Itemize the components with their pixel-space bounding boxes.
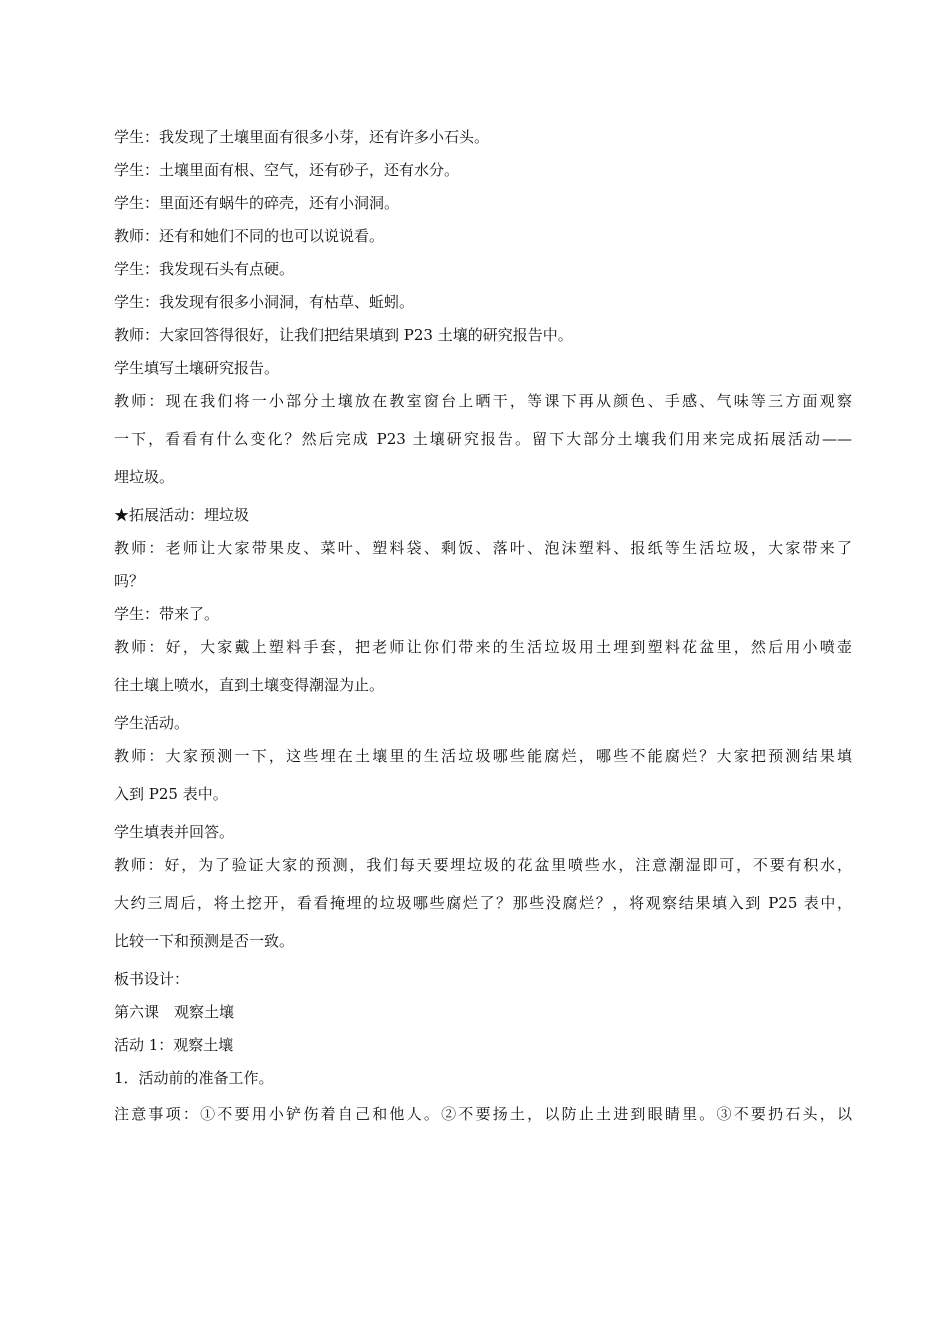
activity-title: 活动 1：观察土壤 [114, 1036, 234, 1054]
paragraph-line: 学生：我发现石头有点硬。 [114, 260, 295, 278]
section-heading: ★拓展活动：埋垃圾 [114, 506, 250, 524]
paragraph-line: 教师：大家回答得很好，让我们把结果填到 P23 土壤的研究报告中。 [114, 326, 573, 344]
paragraph-line: 学生：里面还有蜗牛的碎壳，还有小洞洞。 [114, 194, 400, 212]
document-body [114, 121, 852, 1133]
paragraph-line: 学生填表并回答。 [114, 823, 235, 841]
paragraph-line: 板书设计： [114, 970, 190, 988]
paragraph-line: 埋垃圾。 [114, 468, 175, 486]
paragraph-line: 学生：我发现了土壤里面有很多小芽，还有许多小石头。 [114, 128, 490, 146]
paragraph-line: 学生：我发现有很多小洞洞，有枯草、蚯蚓。 [114, 293, 415, 311]
paragraph-line: 学生填写土壤研究报告。 [114, 359, 280, 377]
paragraph-line: 教师：好，为了验证大家的预测，我们每天要埋垃圾的花盆里喷些水，注意潮湿即可，不要有积水， [114, 856, 852, 874]
paragraph-line: 入到 P25 表中。 [114, 785, 228, 803]
paragraph-line: 教师：还有和她们不同的也可以说说看。 [114, 227, 385, 245]
paragraph-line: 教师：现在我们将一小部分土壤放在教室窗台上晒干，等课下再从颜色、手感、气味等三方面观察 [114, 392, 852, 410]
paragraph-line: 学生：带来了。 [114, 605, 220, 623]
paragraph-line: 吗？ [114, 572, 145, 590]
paragraph-line: 往土壤上喷水，直到土壤变得潮湿为止。 [114, 676, 385, 694]
lesson-title: 第六课 观察土壤 [114, 1003, 235, 1021]
paragraph-line: 一下，看看有什么变化？然后完成 P23 土壤研究报告。留下大部分土壤我们用来完成拓展活动—— [114, 430, 852, 448]
paragraph-line: 大约三周后，将土挖开，看看掩埋的垃圾哪些腐烂了？那些没腐烂？，将观察结果填入到 P25 表中， [114, 894, 852, 912]
paragraph-line: 学生活动。 [114, 714, 190, 732]
paragraph-line: 教师：老师让大家带果皮、菜叶、塑料袋、剩饭、落叶、泡沫塑料、报纸等生活垃圾，大家带来了 [114, 539, 852, 557]
paragraph-line: 教师：好，大家戴上塑料手套，把老师让你们带来的生活垃圾用土埋到塑料花盆里，然后用小喷壶 [114, 638, 852, 656]
list-item: 1．活动前的准备工作。 [114, 1069, 274, 1087]
paragraph-line: 比较一下和预测是否一致。 [114, 932, 295, 950]
paragraph-line: 学生：土壤里面有根、空气，还有砂子，还有水分。 [114, 161, 460, 179]
paragraph-line: 注意事项：①不要用小铲伤着自己和他人。②不要扬土，以防止土进到眼睛里。③不要扔石头，以 [114, 1105, 852, 1123]
paragraph-line: 教师：大家预测一下，这些埋在土壤里的生活垃圾哪些能腐烂，哪些不能腐烂？大家把预测结果填 [114, 747, 852, 765]
